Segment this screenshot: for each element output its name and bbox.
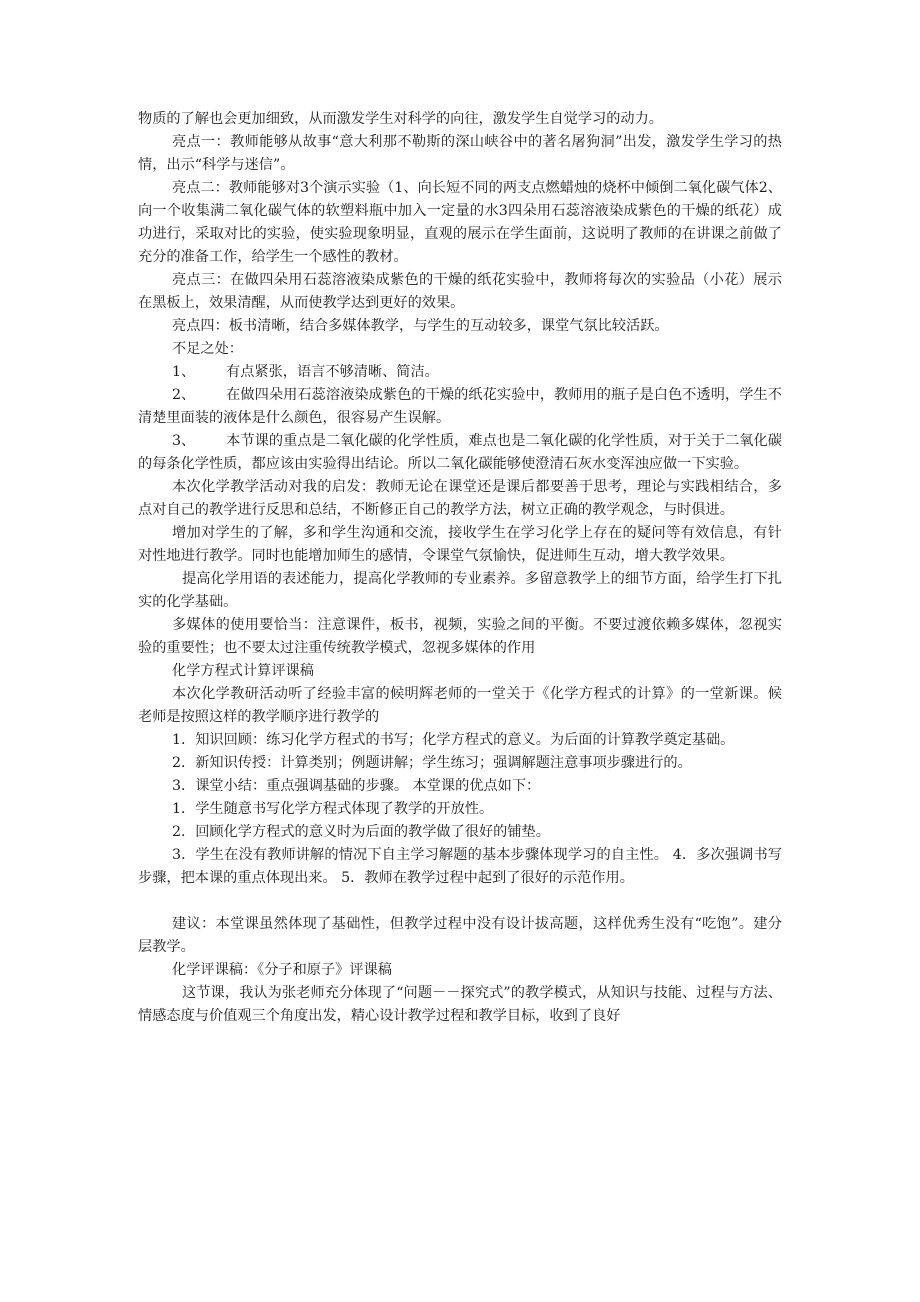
shortcoming-3: 3、 本节课的重点是二氧化碳的化学性质，难点也是二氧化碳的化学性质，对于关于二氧化碳的每条化学性质，都应该由实验得出结论。所以二氧化碳能够使澄清石灰水变浑浊应做一下实验。: [138, 430, 782, 476]
document-page: [138, 108, 782, 1028]
list-item: 3．课堂小结：重点强调基础的步骤。 本堂课的优点如下：: [172, 778, 541, 794]
list-item: 1．学生随意书写化学方程式体现了教学的开放性。: [172, 801, 494, 817]
section-title: 化学方程式计算评课稿: [172, 663, 314, 679]
spacer: [138, 890, 782, 913]
list-item: 3．学生在没有教师讲解的情况下自主学习解题的基本步骤体现学习的自主性。 4．多次强调书写步骤，把本课的重点体现出来。 5．教师在教学过程中起到了很好的示范作用。: [138, 847, 782, 886]
paragraph: 增加对学生的了解，多和学生沟通和交流，接收学生在学习化学上存在的疑问等有效信息，有针对性地进行教学。同时也能增加师生的感情，令课堂气氛愉快，促进师生互动，增大教学效果。: [138, 525, 782, 564]
highlight-2: 亮点二：教师能够对3个演示实验（1、向长短不同的两支点燃蜡烛的烧杯中倾倒二氧化碳气体2、向一个收集满二氧化碳气体的软塑料瓶中加入一定量的水3四朵用石蕊溶液染成紫色的干燥的纸花）成功进行，采取对比的实验，使实验现象明显，直观的展示在学生面前，这说明了教师的在讲课之前做了充分的准备工作，给学生一个感性的教材。: [138, 180, 782, 265]
shortcomings-heading: 不足之处：: [172, 341, 243, 357]
list-number: 2、: [172, 387, 196, 403]
section-title: 化学评课稿：《分子和原子》评课稿: [172, 962, 392, 978]
highlight-3: 亮点三：在做四朵用石蕊溶液染成紫色的干燥的纸花实验中，教师将每次的实验品（小花）展示在黑板上，效果清醒，从而使教学达到更好的效果。: [138, 272, 782, 311]
shortcoming-2: 2、 在做四朵用石蕊溶液染成紫色的干燥的纸花实验中，教师用的瓶子是白色不透明，学生不清楚里面装的液体是什么颜色，很容易产生误解。: [138, 384, 782, 430]
list-item: 1．知识回顾：练习化学方程式的书写；化学方程式的意义。为后面的计算教学奠定基础。: [172, 732, 735, 748]
list-item: 2．回顾化学方程式的意义时为后面的教学做了很好的铺垫。: [172, 824, 550, 840]
list-item: 2．新知识传授：计算类别；例题讲解；学生练习；强调解题注意事项步骤进行的。: [172, 755, 692, 771]
highlight-1: 亮点一：教师能够从故事“意大利那不勒斯的深山峡谷中的著名屠狗洞”出发，激发学生学习的热情，出示“科学与迷信”。: [138, 134, 782, 173]
paragraph: 提高化学用语的表述能力，提高化学教师的专业素养。多留意教学上的细节方面，给学生打下扎实的化学基础。: [138, 571, 782, 610]
paragraph: 本次化学教研活动听了经验丰富的候明辉老师的一堂关于《化学方程式的计算》的一堂新课。候老师是按照这样的教学顺序进行教学的: [138, 686, 782, 725]
list-number: 3、: [172, 433, 196, 449]
highlight-4: 亮点四：板书清晰，结合多媒体教学，与学生的互动较多，课堂气氛比较活跃。: [172, 318, 669, 334]
paragraph: 物质的了解也会更加细致，从而激发学生对科学的向往，激发学生自觉学习的动力。: [138, 111, 663, 127]
paragraph: 这节课，我认为张老师充分体现了“问题－－探究式”的教学模式，从知识与技能、过程与方法、情感态度与价值观三个角度出发，精心设计教学过程和教学目标，收到了良好: [138, 985, 782, 1024]
paragraph: 本次化学教学活动对我的启发：教师无论在课堂还是课后都要善于思考，理论与实践相结合，多点对自己的教学进行反思和总结，不断修正自己的教学方法，树立正确的教学观念，与时俱进。: [138, 479, 782, 518]
paragraph: 多媒体的使用要恰当：注意课件，板书，视频，实验之间的平衡。不要过渡依赖多媒体，忽视实验的重要性；也不要太过注重传统教学模式，忽视多媒体的作用: [138, 617, 782, 656]
suggestion: 建议：本堂课虽然体现了基础性，但教学过程中没有设计拔高题，这样优秀生没有“吃饱”。建分层教学。: [138, 916, 782, 955]
list-number: 1、: [172, 364, 196, 380]
shortcoming-1: 1、 有点紧张，语言不够清晰、简洁。: [138, 361, 782, 384]
